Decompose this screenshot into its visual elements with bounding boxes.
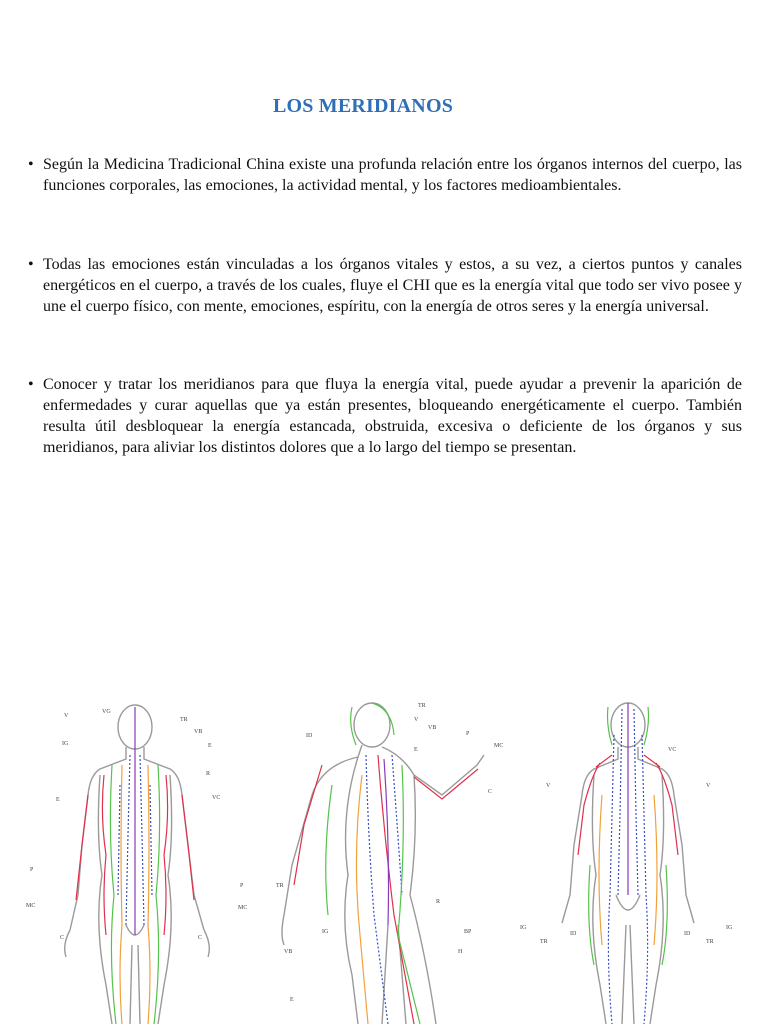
svg-text:ID: ID — [570, 931, 577, 937]
svg-text:E: E — [208, 743, 212, 749]
back-labels — [520, 747, 733, 945]
svg-text:V: V — [64, 713, 69, 719]
svg-text:IG: IG — [62, 741, 69, 747]
page-title: LOS MERIDIANOS — [272, 95, 454, 117]
svg-text:IG: IG — [520, 925, 527, 931]
svg-text:V: V — [414, 717, 419, 723]
svg-text:MC: MC — [494, 743, 504, 749]
bullet-marker: • — [28, 156, 34, 173]
bullet-item — [28, 374, 742, 458]
svg-text:V: V — [546, 783, 551, 789]
svg-text:VC: VC — [668, 747, 677, 753]
front-body-figure — [65, 705, 210, 1024]
green-meridian — [326, 703, 420, 1024]
svg-text:P: P — [466, 731, 470, 737]
bullet-item — [28, 154, 742, 196]
front-labels — [26, 709, 247, 941]
bullet-text: Todas las emociones están vinculadas a los órganos vitales y estos, a su vez, a ciertos puntos y canales energéticos en el cuerpo, a través de los cuales, fluye el CHI que es la energía vital que todo ser vivo posee y une el cuerpo físico, con mente, emociones, espíritu, con la energía de otros seres y la energía universal. — [43, 256, 742, 315]
svg-text:VB: VB — [428, 725, 437, 731]
svg-text:IG: IG — [322, 929, 329, 935]
bullet-item — [28, 254, 742, 317]
svg-text:VC: VC — [212, 795, 221, 801]
meridian-illustration — [22, 695, 752, 1024]
svg-text:V: V — [706, 783, 711, 789]
svg-text:MC: MC — [238, 905, 248, 911]
svg-text:TR: TR — [706, 939, 714, 945]
svg-text:R: R — [206, 771, 211, 777]
svg-text:P: P — [240, 883, 244, 889]
svg-text:IG: IG — [726, 925, 733, 931]
side-body-figure — [282, 703, 484, 1024]
orange-meridian — [356, 775, 368, 1024]
svg-text:C: C — [198, 935, 203, 941]
svg-text:TR: TR — [418, 703, 426, 709]
svg-text:VB: VB — [194, 729, 203, 735]
svg-text:H: H — [458, 949, 463, 955]
svg-text:C: C — [488, 789, 493, 795]
bullet-marker: • — [28, 376, 34, 393]
svg-text:VG: VG — [102, 709, 111, 715]
svg-text:TR: TR — [180, 717, 188, 723]
side-labels — [276, 703, 503, 1003]
svg-text:E: E — [290, 997, 294, 1003]
bullet-text: Conocer y tratar los meridianos para que fluya la energía vital, puede ayudar a prevenir la aparición de enfermedades y curar aquellas que ya están presentes, bloqueando energéticamente el cuerpo. También resulta útil desbloquear la energía estancada, obstruida, excesiva o deficiente de los órganos y sus meridianos, para aliviar los distintos dolores que a lo largo del tiempo se presentan. — [43, 376, 742, 456]
svg-text:ID: ID — [306, 733, 313, 739]
svg-text:C: C — [60, 935, 65, 941]
bullet-text: Según la Medicina Tradicional China existe una profunda relación entre los órganos internos del cuerpo, las funciones corporales, las emociones, la actividad mental, y los factores medioambientales. — [43, 156, 742, 194]
svg-text:VB: VB — [284, 949, 293, 955]
svg-text:TR: TR — [276, 883, 284, 889]
svg-text:E: E — [414, 747, 418, 753]
svg-text:R: R — [436, 899, 441, 905]
svg-text:TR: TR — [540, 939, 548, 945]
svg-text:MC: MC — [26, 903, 36, 909]
svg-text:ID: ID — [684, 931, 691, 937]
svg-text:E: E — [56, 797, 60, 803]
svg-text:P: P — [30, 867, 34, 873]
svg-text:BP: BP — [464, 929, 472, 935]
bullet-marker: • — [28, 256, 34, 273]
